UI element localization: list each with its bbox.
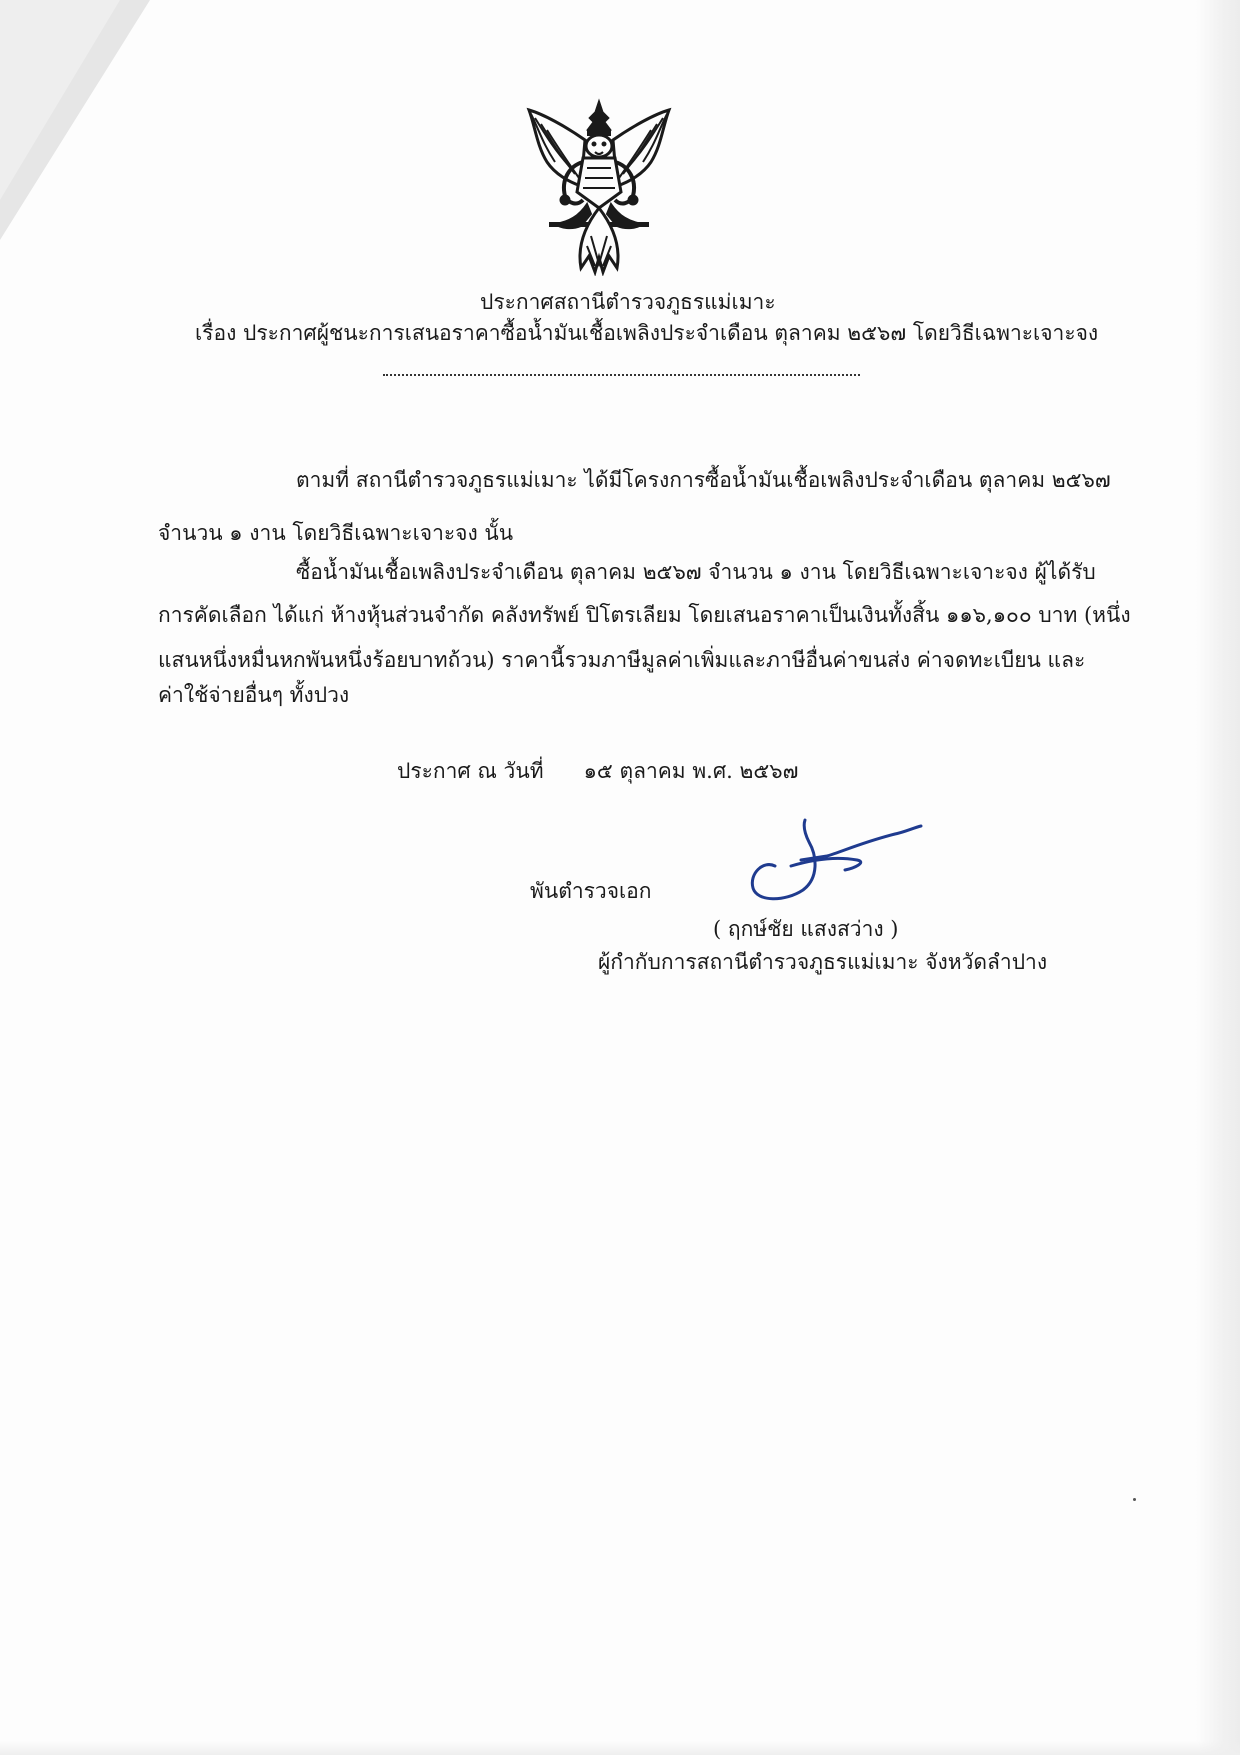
document-heading: ประกาศสถานีตำรวจภูธรแม่เมาะ — [480, 290, 776, 314]
scan-right-edge — [1196, 0, 1240, 1755]
paragraph-2-line-4: ค่าใช้จ่ายอื่นๆ ทั้งปวง — [158, 683, 350, 707]
scan-speck — [1133, 1498, 1136, 1501]
paragraph-2-line-3: แสนหนึ่งหมื่นหกพันหนึ่งร้อยบาทถ้วน) ราคานี้รวมภาษีมูลค่าเพิ่มและภาษีอื่นค่าขนส่ง ค่าจดทะเบียน และ — [158, 648, 1086, 672]
signatory-rank: พันตำรวจเอก — [530, 879, 652, 903]
scan-bottom-edge — [0, 1741, 1240, 1755]
announcement-date-prefix: ประกาศ ณ วันที่ — [397, 759, 544, 783]
paragraph-2-line-1: ซื้อน้ำมันเชื้อเพลิงประจำเดือน ตุลาคม ๒๕๖๗ จำนวน ๑ งาน โดยวิธีเฉพาะเจาะจง ผู้ได้รับ — [296, 560, 1096, 584]
scan-corner-shadow — [0, 0, 150, 240]
announcement-date-line — [397, 757, 798, 785]
handwritten-signature — [745, 816, 925, 904]
document-subject: เรื่อง ประกาศผู้ชนะการเสนอราคาซื้อน้ำมันเชื้อเพลิงประจำเดือน ตุลาคม ๒๕๖๗ โดยวิธีเฉพาะเจาะจง — [195, 321, 1099, 345]
paragraph-1-line-2: จำนวน ๑ งาน โดยวิธีเฉพาะเจาะจง นั้น — [158, 521, 514, 545]
garuda-emblem-icon — [525, 96, 673, 276]
signatory-position: ผู้กำกับการสถานีตำรวจภูธรแม่เมาะ จังหวัดลำปาง — [598, 950, 1048, 974]
subject-divider — [383, 374, 860, 376]
paragraph-2-line-2: การคัดเลือก ได้แก่ ห้างหุ้นส่วนจำกัด คลังทรัพย์ ปิโตรเลียม โดยเสนอราคาเป็นเงินทั้งสิ้น ๑๑๖,๑๐๐ บาท (หนึ่ง — [158, 603, 1131, 627]
paragraph-1-line-1: ตามที่ สถานีตำรวจภูธรแม่เมาะ ได้มีโครงการซื้อน้ำมันเชื้อเพลิงประจำเดือน ตุลาคม ๒๕๖๗ — [296, 468, 1111, 492]
signatory-name: ( ฤกษ์ชัย แสงสว่าง ) — [713, 917, 899, 941]
announcement-date-value: ๑๕ ตุลาคม พ.ศ. ๒๕๖๗ — [583, 759, 799, 783]
